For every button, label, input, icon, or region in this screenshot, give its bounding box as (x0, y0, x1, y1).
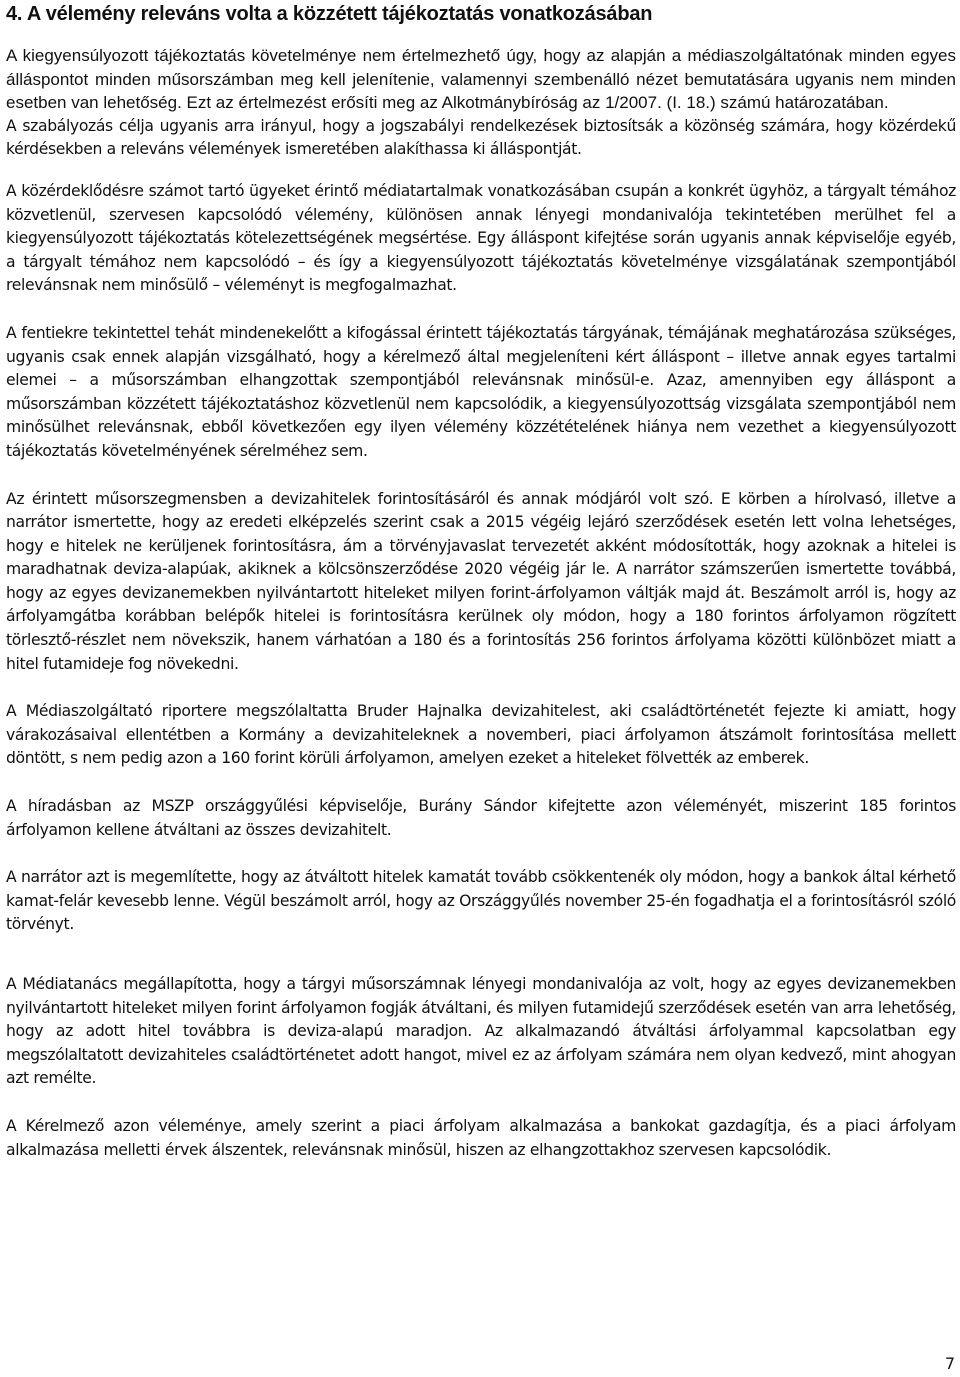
page-number: 7 (944, 1354, 955, 1373)
intro-paragraph-part1: A kiegyensúlyozott tájékoztatás követelménye nem értelmezhető úgy, hogy az alapján a médiaszolgáltatónak minden egyes álláspontot minden műsorszámban meg kell jelenítenie, valamennyi szembenálló nézet bemutatására ugyanis nem minden esetben van lehetőség. Ezt az értelmezést erősíti meg az Alkotmánybíróság az 1/2007. (I. 18.) számú határozatában. (6, 46, 956, 113)
document-page (6, 2, 956, 1186)
body-paragraph-4: A Médiaszolgáltató riportere megszólaltatta Bruder Hajnalka devizahitelest, aki családtörténetét fejezte ki amiatt, hogy várakozásaival ellentétben a Kormány a devizahiteleknek a novemberi, piaci árfolyamon átszámolt forintosítása mellett döntött, s nem pedig azon a 160 forint körüli árfolyamon, amelyen ezeket a hiteleket fölvették az emberek. (6, 702, 956, 768)
body-paragraph-1: A közérdeklődésre számot tartó ügyeket érintő médiatartalmak vonatkozásában csupán a konkrét ügyhöz, a tárgyalt témához közvetlenül, szervesen kapcsolódó vélemény, különösen annak lényegi mondanivalója tekintetében merülhet fel a kiegyensúlyozott tájékoztatás kötelezettségének megsértése. Egy álláspont kifejtése során ugyanis annak képviselője egyéb, a tárgyalt témához nem kapcsolódó – és így a kiegyensúlyozott tájékoztatás követelménye vizsgálatának szempontjából relevánsnak nem minősülő – véleményt is megfogalmazhat. (6, 181, 956, 295)
body-paragraph-3: Az érintett műsorszegmensben a devizahitelek forintosításáról és annak módjáról volt szó. E körben a hírolvasó, illetve a narrátor ismertette, hogy az eredeti elképzelés szerint csak a 2015 végéig lejáró szerződések esetén lett volna lehetséges, hogy e hitelek ne kerüljenek forintosításra, ám a törvényjavaslat tervezetét akként módosították, hogy azoknak a hitelei is maradhatnak deviza-alapúak, akiknek a kölcsönszerződése 2020 végéig jár le. A narrátor számszerűen ismertette továbbá, hogy az egyes devizanemekben nyilvántartott hiteleket milyen forint-árfolyamon váltják majd át. Beszámolt arról is, hogy az árfolyamgátba korábban belépők hitelei is forintosításra kerülnek oly módon, hogy a 180 forintos árfolyamon rögzített törlesztő-részlet nem növekszik, hanem várhatóan a 180 és a forintosítás 256 forintos árfolyama közötti különbözet miatt a hitel futamideje fog növekedni. (6, 489, 956, 673)
body-paragraph-7: A Médiatanács megállapította, hogy a tárgyi műsorszámnak lényegi mondanivalója az volt, hogy az egyes devizanemekben nyilvántartott hiteleket milyen forint árfolyamon fogják átváltani, és milyen futamidejű szerződések esetén van arra lehetőség, hogy az adott hitel továbbra is deviza-alapú maradjon. Az alkalmazandó átváltási árfolyammal kapcsolatban egy megszólaltatott devizahiteles családtörténetet adott hangot, mivel ez az árfolyam számára nem olyan kedvező, mint ahogyan azt remélte. (6, 975, 956, 1088)
body-paragraph-6: A narrátor azt is megemlítette, hogy az átváltott hitelek kamatát tovább csökkentenék oly módon, hogy a bankok által kérhető kamat-felár kevesebb lenne. Végül beszámolt arról, hogy az Országgyűlés november 25-én fogadhatja el a forintosításról szóló törvényt. (6, 868, 956, 934)
section-heading: 4. A vélemény releváns volta a közzétett tájékoztatás vonatkozásában (6, 3, 653, 25)
intro-paragraph-part2: A szabályozás célja ugyanis arra irányul, hogy a jogszabályi rendelkezések biztosítsák a közönség számára, hogy közérdekű kérdésekben a releváns vélemények ismeretében alakíthassa ki álláspontját. (6, 116, 956, 159)
body-paragraph-8: A Kérelmező azon véleménye, amely szerint a piaci árfolyam alkalmazása a bankokat gazdagítja, és a piaci árfolyam alkalmazása melletti érvek álszentek, relevánsnak minősül, hiszen az elhangzottakhoz szervesen kapcsolódik. (6, 1116, 956, 1159)
body-paragraph-5: A híradásban az MSZP országgyűlési képviselője, Burány Sándor kifejtette azon véleményét, miszerint 185 forintos árfolyamon kellene átváltani az összes devizahitelt. (6, 797, 956, 839)
body-paragraph-2: A fentiekre tekintettel tehát mindenekelőtt a kifogással érintett tájékoztatás tárgyának, témájának meghatározása szükséges, ugyanis csak ennek alapján vizsgálható, hogy a kérelmező által megjeleníteni kért álláspont – illetve annak egyes tartalmi elemei – a műsorszámban elhangzottak szempontjából relevánsnak minősül-e. Azaz, amennyiben egy álláspont a műsorszámban közzétett tájékoztatáshoz közvetlenül nem kapcsolódik, a kiegyensúlyozottság vizsgálata szempontjából nem minősülhet relevánsnak, ebből következően egy ilyen vélemény közzétételének hiánya nem vezethet a kiegyensúlyozott tájékoztatás követelményének sérelméhez sem. (6, 323, 956, 460)
